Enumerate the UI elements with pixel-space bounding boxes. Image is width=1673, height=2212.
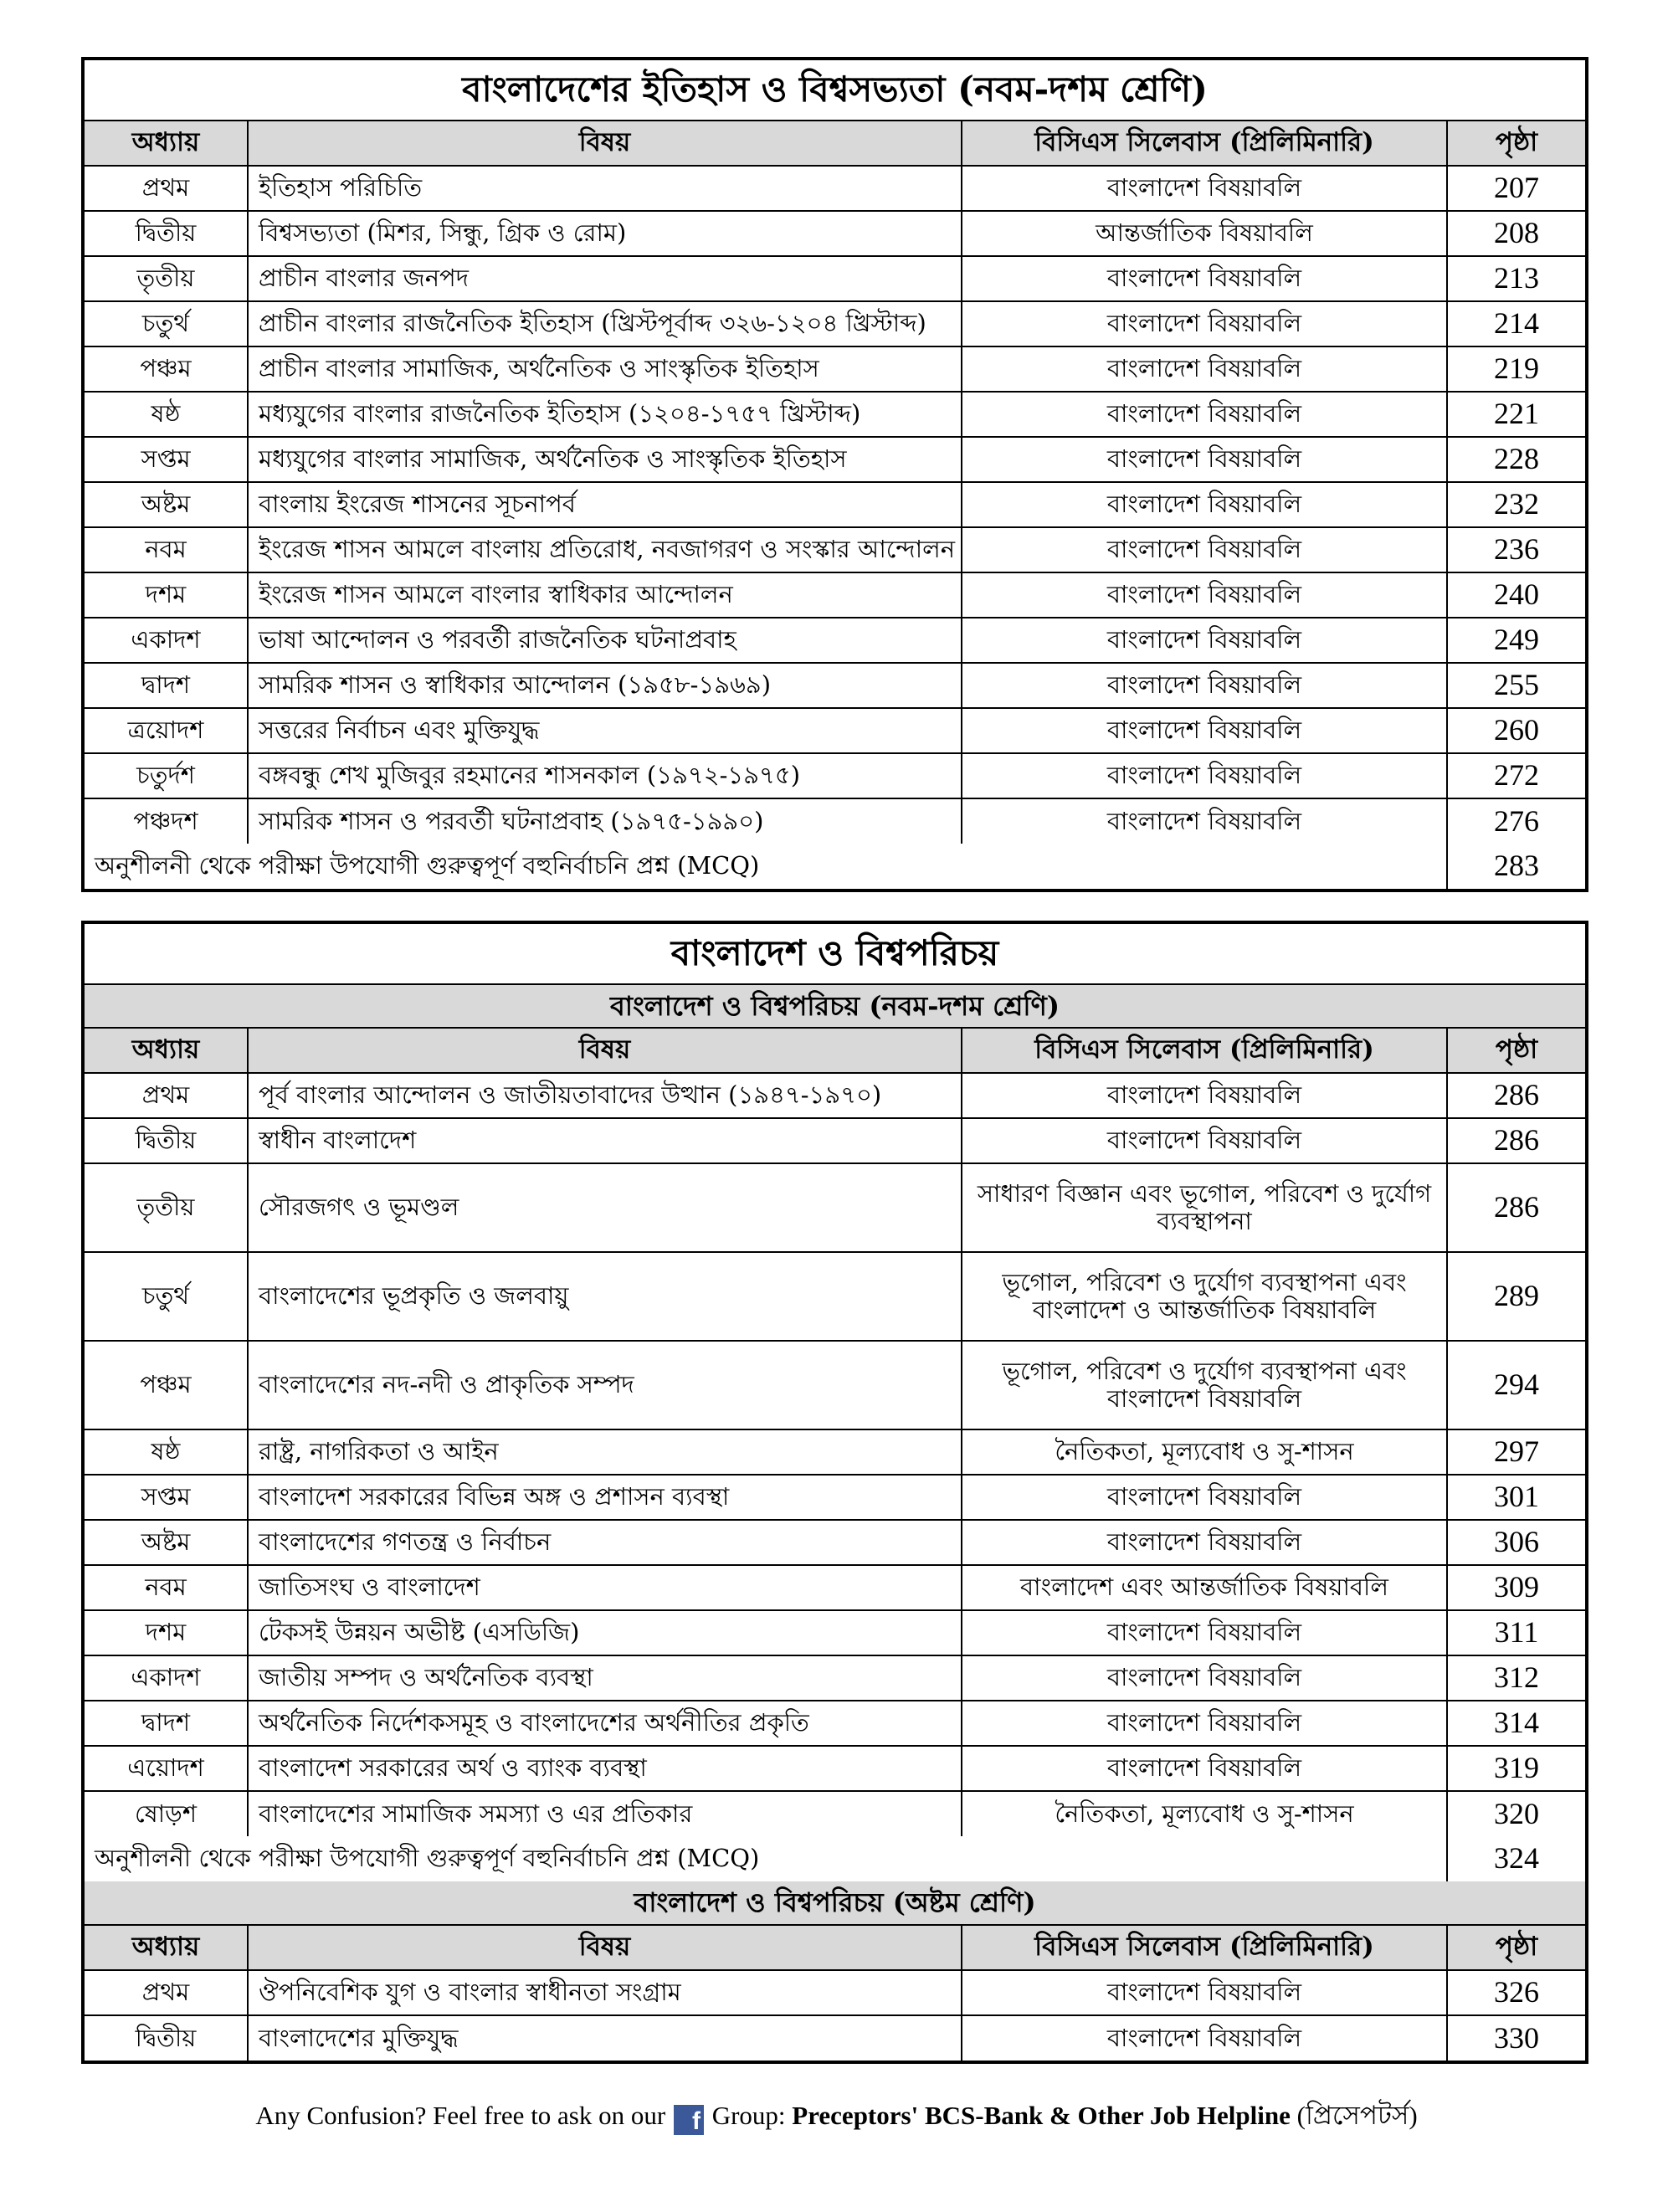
page-cell: 320	[1447, 1791, 1585, 1836]
header-syllabus: বিসিএস সিলেবাস (প্রিলিমিনারি)	[962, 1028, 1447, 1073]
page-cell: 272	[1447, 753, 1585, 798]
header-page: পৃষ্ঠা	[1447, 1925, 1585, 1970]
chapter-cell: নবম	[85, 527, 248, 572]
syllabus-cell: বাংলাদেশ বিষয়াবলি	[962, 1118, 1447, 1163]
table-row	[85, 1475, 1585, 1520]
table-row	[85, 1341, 1585, 1429]
chapter-cell: দশম	[85, 1610, 248, 1655]
table-row	[85, 1655, 1585, 1701]
table-row	[85, 1746, 1585, 1791]
table-row	[85, 663, 1585, 708]
table-row	[85, 346, 1585, 392]
page-cell: 213	[1447, 256, 1585, 301]
subject-cell: বাংলাদেশের গণতন্ত্র ও নির্বাচন	[248, 1520, 962, 1565]
page-cell: 309	[1447, 1565, 1585, 1610]
table-row	[85, 708, 1585, 753]
table-row	[85, 1970, 1585, 2015]
syllabus-cell: বাংলাদেশ বিষয়াবলি	[962, 1701, 1447, 1746]
table-row	[85, 753, 1585, 798]
page-cell: 228	[1447, 437, 1585, 482]
syllabus-cell: বাংলাদেশ বিষয়াবলি	[962, 256, 1447, 301]
chapter-cell: পঞ্চদশ	[85, 798, 248, 844]
subject-cell: প্রাচীন বাংলার সামাজিক, অর্থনৈতিক ও সাংস্কৃতিক ইতিহাস	[248, 346, 962, 392]
footer	[0, 2096, 1673, 2139]
subject-cell: বাংলায় ইংরেজ শাসনের সূচনাপর্ব	[248, 482, 962, 527]
subject-cell: সামরিক শাসন ও স্বাধিকার আন্দোলন (১৯৫৮-১৯৬৯)	[248, 663, 962, 708]
page-cell: 232	[1447, 482, 1585, 527]
chapter-cell: তৃতীয়	[85, 1163, 248, 1252]
part-subtitle: বাংলাদেশ ও বিশ্বপরিচয় (নবম-দশম শ্রেণি)	[85, 984, 1585, 1028]
page-cell: 297	[1447, 1429, 1585, 1475]
table-row	[85, 437, 1585, 482]
page-cell: 311	[1447, 1610, 1585, 1655]
subject-cell: টেকসই উন্নয়ন অভীষ্ট (এসডিজি)	[248, 1610, 962, 1655]
table-row	[85, 392, 1585, 437]
subject-cell: সৌরজগৎ ও ভূমণ্ডল	[248, 1163, 962, 1252]
header-subject: বিষয়	[248, 121, 962, 166]
header-subject: বিষয়	[248, 1925, 962, 1970]
subject-cell: বাংলাদেশের নদ-নদী ও প্রাকৃতিক সম্পদ	[248, 1341, 962, 1429]
page-cell: 240	[1447, 572, 1585, 618]
syllabus-cell: ভূগোল, পরিবেশ ও দুর্যোগ ব্যবস্থাপনা এবং বাংলাদেশ ও আন্তর্জাতিক বিষয়াবলি	[962, 1252, 1447, 1341]
subject-cell: ইংরেজ শাসন আমলে বাংলায় প্রতিরোধ, নবজাগরণ ও সংস্কার আন্দোলন	[248, 527, 962, 572]
section-title: বাংলাদেশ ও বিশ্বপরিচয়	[85, 924, 1585, 984]
chapter-cell: প্রথম	[85, 1970, 248, 2015]
header-chapter: অধ্যায়	[85, 1028, 248, 1073]
mcq-page: 324	[1447, 1836, 1585, 1881]
subject-cell: মধ্যযুগের বাংলার সামাজিক, অর্থনৈতিক ও সাংস্কৃতিক ইতিহাস	[248, 437, 962, 482]
chapter-cell: চতুর্থ	[85, 1252, 248, 1341]
footer-group-label: Group:	[711, 2101, 786, 2130]
history-section	[81, 57, 1588, 892]
header-syllabus: বিসিএস সিলেবাস (প্রিলিমিনারি)	[962, 1925, 1447, 1970]
syllabus-cell: বাংলাদেশ বিষয়াবলি	[962, 2015, 1447, 2061]
subject-cell: সামরিক শাসন ও পরবর্তী ঘটনাপ্রবাহ (১৯৭৫-১৯৯০)	[248, 798, 962, 844]
chapter-cell: ষোড়শ	[85, 1791, 248, 1836]
page-cell: 219	[1447, 346, 1585, 392]
page-cell: 260	[1447, 708, 1585, 753]
page-cell: 326	[1447, 1970, 1585, 2015]
subject-cell: বঙ্গবন্ধু শেখ মুজিবুর রহমানের শাসনকাল (১৯৭২-১৯৭৫)	[248, 753, 962, 798]
table-row	[85, 256, 1585, 301]
chapter-cell: তৃতীয়	[85, 256, 248, 301]
page-cell: 276	[1447, 798, 1585, 844]
chapter-cell: ত্রয়োদশ	[85, 708, 248, 753]
subject-cell: ভাষা আন্দোলন ও পরবর্তী রাজনৈতিক ঘটনাপ্রবাহ	[248, 618, 962, 663]
part-subtitle: বাংলাদেশ ও বিশ্বপরিচয় (অষ্টম শ্রেণি)	[85, 1881, 1585, 1925]
mcq-text: অনুশীলনী থেকে পরীক্ষা উপযোগী গুরুত্বপূর্ণ বহুনির্বাচনি প্রশ্ন (MCQ)	[85, 1836, 1447, 1881]
page-cell: 221	[1447, 392, 1585, 437]
world-intro-table	[85, 924, 1585, 2061]
world-intro-section	[81, 921, 1588, 2064]
syllabus-cell: বাংলাদেশ বিষয়াবলি	[962, 572, 1447, 618]
page-cell: 286	[1447, 1073, 1585, 1118]
table-row	[85, 1701, 1585, 1746]
page-cell: 312	[1447, 1655, 1585, 1701]
page-cell: 236	[1447, 527, 1585, 572]
header-syllabus: বিসিএস সিলেবাস (প্রিলিমিনারি)	[962, 121, 1447, 166]
table-row	[85, 2015, 1585, 2061]
facebook-icon[interactable]: f	[674, 2105, 704, 2135]
chapter-cell: প্রথম	[85, 166, 248, 211]
chapter-cell: দ্বিতীয়	[85, 1118, 248, 1163]
syllabus-cell: বাংলাদেশ বিষয়াবলি	[962, 1520, 1447, 1565]
header-page: পৃষ্ঠা	[1447, 1028, 1585, 1073]
page-cell: 286	[1447, 1118, 1585, 1163]
syllabus-cell: বাংলাদেশ বিষয়াবলি	[962, 437, 1447, 482]
syllabus-cell: বাংলাদেশ বিষয়াবলি	[962, 663, 1447, 708]
subject-cell: মধ্যযুগের বাংলার রাজনৈতিক ইতিহাস (১২০৪-১৭৫৭ খ্রিস্টাব্দ)	[248, 392, 962, 437]
subject-cell: ইতিহাস পরিচিতি	[248, 166, 962, 211]
syllabus-cell: বাংলাদেশ বিষয়াবলি	[962, 708, 1447, 753]
chapter-cell: সপ্তম	[85, 1475, 248, 1520]
page-cell: 207	[1447, 166, 1585, 211]
chapter-cell: এয়োদশ	[85, 1746, 248, 1791]
chapter-cell: দ্বাদশ	[85, 1701, 248, 1746]
section-title: বাংলাদেশের ইতিহাস ও বিশ্বসভ্যতা (নবম-দশম শ্রেণি)	[85, 60, 1585, 121]
subject-cell: বাংলাদেশের মুক্তিযুদ্ধ	[248, 2015, 962, 2061]
page-cell: 319	[1447, 1746, 1585, 1791]
subject-cell: পূর্ব বাংলার আন্দোলন ও জাতীয়তাবাদের উত্থান (১৯৪৭-১৯৭০)	[248, 1073, 962, 1118]
footer-suffix: (প্রিসেপটর্স)	[1296, 2101, 1418, 2130]
chapter-cell: চতুর্থ	[85, 301, 248, 346]
page-cell: 255	[1447, 663, 1585, 708]
chapter-cell: প্রথম	[85, 1073, 248, 1118]
subject-cell: স্বাধীন বাংলাদেশ	[248, 1118, 962, 1163]
syllabus-cell: বাংলাদেশ বিষয়াবলি	[962, 392, 1447, 437]
chapter-cell: একাদশ	[85, 1655, 248, 1701]
subject-cell: প্রাচীন বাংলার জনপদ	[248, 256, 962, 301]
chapter-cell: ষষ্ঠ	[85, 392, 248, 437]
page-cell: 289	[1447, 1252, 1585, 1341]
header-chapter: অধ্যায়	[85, 1925, 248, 1970]
subject-cell: ইংরেজ শাসন আমলে বাংলার স্বাধিকার আন্দোলন	[248, 572, 962, 618]
mcq-row	[85, 844, 1585, 889]
subject-cell: বাংলাদেশের ভূপ্রকৃতি ও জলবায়ু	[248, 1252, 962, 1341]
subject-cell: বাংলাদেশ সরকারের বিভিন্ন অঙ্গ ও প্রশাসন ব্যবস্থা	[248, 1475, 962, 1520]
table-row	[85, 166, 1585, 211]
subject-cell: বাংলাদেশের সামাজিক সমস্যা ও এর প্রতিকার	[248, 1791, 962, 1836]
chapter-cell: দ্বিতীয়	[85, 211, 248, 256]
subject-cell: রাষ্ট্র, নাগরিকতা ও আইন	[248, 1429, 962, 1475]
table-row	[85, 1791, 1585, 1836]
header-subject: বিষয়	[248, 1028, 962, 1073]
syllabus-cell: বাংলাদেশ বিষয়াবলি	[962, 166, 1447, 211]
page-cell: 249	[1447, 618, 1585, 663]
syllabus-cell: বাংলাদেশ বিষয়াবলি	[962, 1655, 1447, 1701]
footer-prefix: Any Confusion? Feel free to ask on our	[255, 2101, 666, 2130]
table-row	[85, 1118, 1585, 1163]
header-chapter: অধ্যায়	[85, 121, 248, 166]
header-page: পৃষ্ঠা	[1447, 121, 1585, 166]
syllabus-cell: ভূগোল, পরিবেশ ও দুর্যোগ ব্যবস্থাপনা এবং বাংলাদেশ বিষয়াবলি	[962, 1341, 1447, 1429]
page-cell: 208	[1447, 211, 1585, 256]
syllabus-cell: বাংলাদেশ বিষয়াবলি	[962, 1610, 1447, 1655]
subject-cell: জাতিসংঘ ও বাংলাদেশ	[248, 1565, 962, 1610]
table-row	[85, 482, 1585, 527]
syllabus-cell: বাংলাদেশ বিষয়াবলি	[962, 527, 1447, 572]
chapter-cell: নবম	[85, 1565, 248, 1610]
table-row	[85, 301, 1585, 346]
page-cell: 314	[1447, 1701, 1585, 1746]
page-cell: 214	[1447, 301, 1585, 346]
chapter-cell: দশম	[85, 572, 248, 618]
subject-cell: বাংলাদেশ সরকারের অর্থ ও ব্যাংক ব্যবস্থা	[248, 1746, 962, 1791]
table-row	[85, 618, 1585, 663]
chapter-cell: দ্বাদশ	[85, 663, 248, 708]
table-row	[85, 798, 1585, 844]
syllabus-cell: বাংলাদেশ বিষয়াবলি	[962, 1475, 1447, 1520]
table-row	[85, 1073, 1585, 1118]
chapter-cell: সপ্তম	[85, 437, 248, 482]
table-row	[85, 1163, 1585, 1252]
table-row	[85, 1520, 1585, 1565]
table-row	[85, 1610, 1585, 1655]
chapter-cell: অষ্টম	[85, 482, 248, 527]
syllabus-cell: বাংলাদেশ বিষয়াবলি	[962, 346, 1447, 392]
table-row	[85, 1252, 1585, 1341]
mcq-row	[85, 1836, 1585, 1881]
syllabus-cell: বাংলাদেশ বিষয়াবলি	[962, 618, 1447, 663]
subject-cell: জাতীয় সম্পদ ও অর্থনৈতিক ব্যবস্থা	[248, 1655, 962, 1701]
table-row	[85, 527, 1585, 572]
subject-cell: ঔপনিবেশিক যুগ ও বাংলার স্বাধীনতা সংগ্রাম	[248, 1970, 962, 2015]
table-row	[85, 572, 1585, 618]
subject-cell: অর্থনৈতিক নির্দেশকসমূহ ও বাংলাদেশের অর্থনীতির প্রকৃতি	[248, 1701, 962, 1746]
syllabus-cell: নৈতিকতা, মূল্যবোধ ও সু-শাসন	[962, 1791, 1447, 1836]
mcq-text: অনুশীলনী থেকে পরীক্ষা উপযোগী গুরুত্বপূর্ণ বহুনির্বাচনি প্রশ্ন (MCQ)	[85, 844, 1447, 889]
syllabus-cell: বাংলাদেশ বিষয়াবলি	[962, 1073, 1447, 1118]
syllabus-cell: বাংলাদেশ বিষয়াবলি	[962, 753, 1447, 798]
syllabus-cell: সাধারণ বিজ্ঞান এবং ভূগোল, পরিবেশ ও দুর্যোগ ব্যবস্থাপনা	[962, 1163, 1447, 1252]
chapter-cell: পঞ্চম	[85, 346, 248, 392]
syllabus-cell: বাংলাদেশ বিষয়াবলি	[962, 798, 1447, 844]
subject-cell: সত্তরের নির্বাচন এবং মুক্তিযুদ্ধ	[248, 708, 962, 753]
syllabus-cell: নৈতিকতা, মূল্যবোধ ও সু-শাসন	[962, 1429, 1447, 1475]
subject-cell: প্রাচীন বাংলার রাজনৈতিক ইতিহাস (খ্রিস্টপূর্বাব্দ ৩২৬-১২০৪ খ্রিস্টাব্দ)	[248, 301, 962, 346]
table-row	[85, 1429, 1585, 1475]
syllabus-cell: বাংলাদেশ বিষয়াবলি	[962, 301, 1447, 346]
chapter-cell: ষষ্ঠ	[85, 1429, 248, 1475]
subject-cell: বিশ্বসভ্যতা (মিশর, সিন্ধু, গ্রিক ও রোম)	[248, 211, 962, 256]
history-table	[85, 60, 1585, 889]
chapter-cell: চতুর্দশ	[85, 753, 248, 798]
syllabus-cell: বাংলাদেশ বিষয়াবলি	[962, 1970, 1447, 2015]
chapter-cell: একাদশ	[85, 618, 248, 663]
page-cell: 294	[1447, 1341, 1585, 1429]
syllabus-cell: বাংলাদেশ এবং আন্তর্জাতিক বিষয়াবলি	[962, 1565, 1447, 1610]
chapter-cell: অষ্টম	[85, 1520, 248, 1565]
chapter-cell: পঞ্চম	[85, 1341, 248, 1429]
page-cell: 286	[1447, 1163, 1585, 1252]
page-cell: 301	[1447, 1475, 1585, 1520]
syllabus-cell: বাংলাদেশ বিষয়াবলি	[962, 482, 1447, 527]
syllabus-cell: বাংলাদেশ বিষয়াবলি	[962, 1746, 1447, 1791]
chapter-cell: দ্বিতীয়	[85, 2015, 248, 2061]
page-cell: 306	[1447, 1520, 1585, 1565]
page-cell: 330	[1447, 2015, 1585, 2061]
mcq-page: 283	[1447, 844, 1585, 889]
syllabus-cell: আন্তর্জাতিক বিষয়াবলি	[962, 211, 1447, 256]
footer-group-name[interactable]: Preceptors' BCS-Bank & Other Job Helpline	[792, 2101, 1291, 2130]
table-row	[85, 211, 1585, 256]
table-row	[85, 1565, 1585, 1610]
